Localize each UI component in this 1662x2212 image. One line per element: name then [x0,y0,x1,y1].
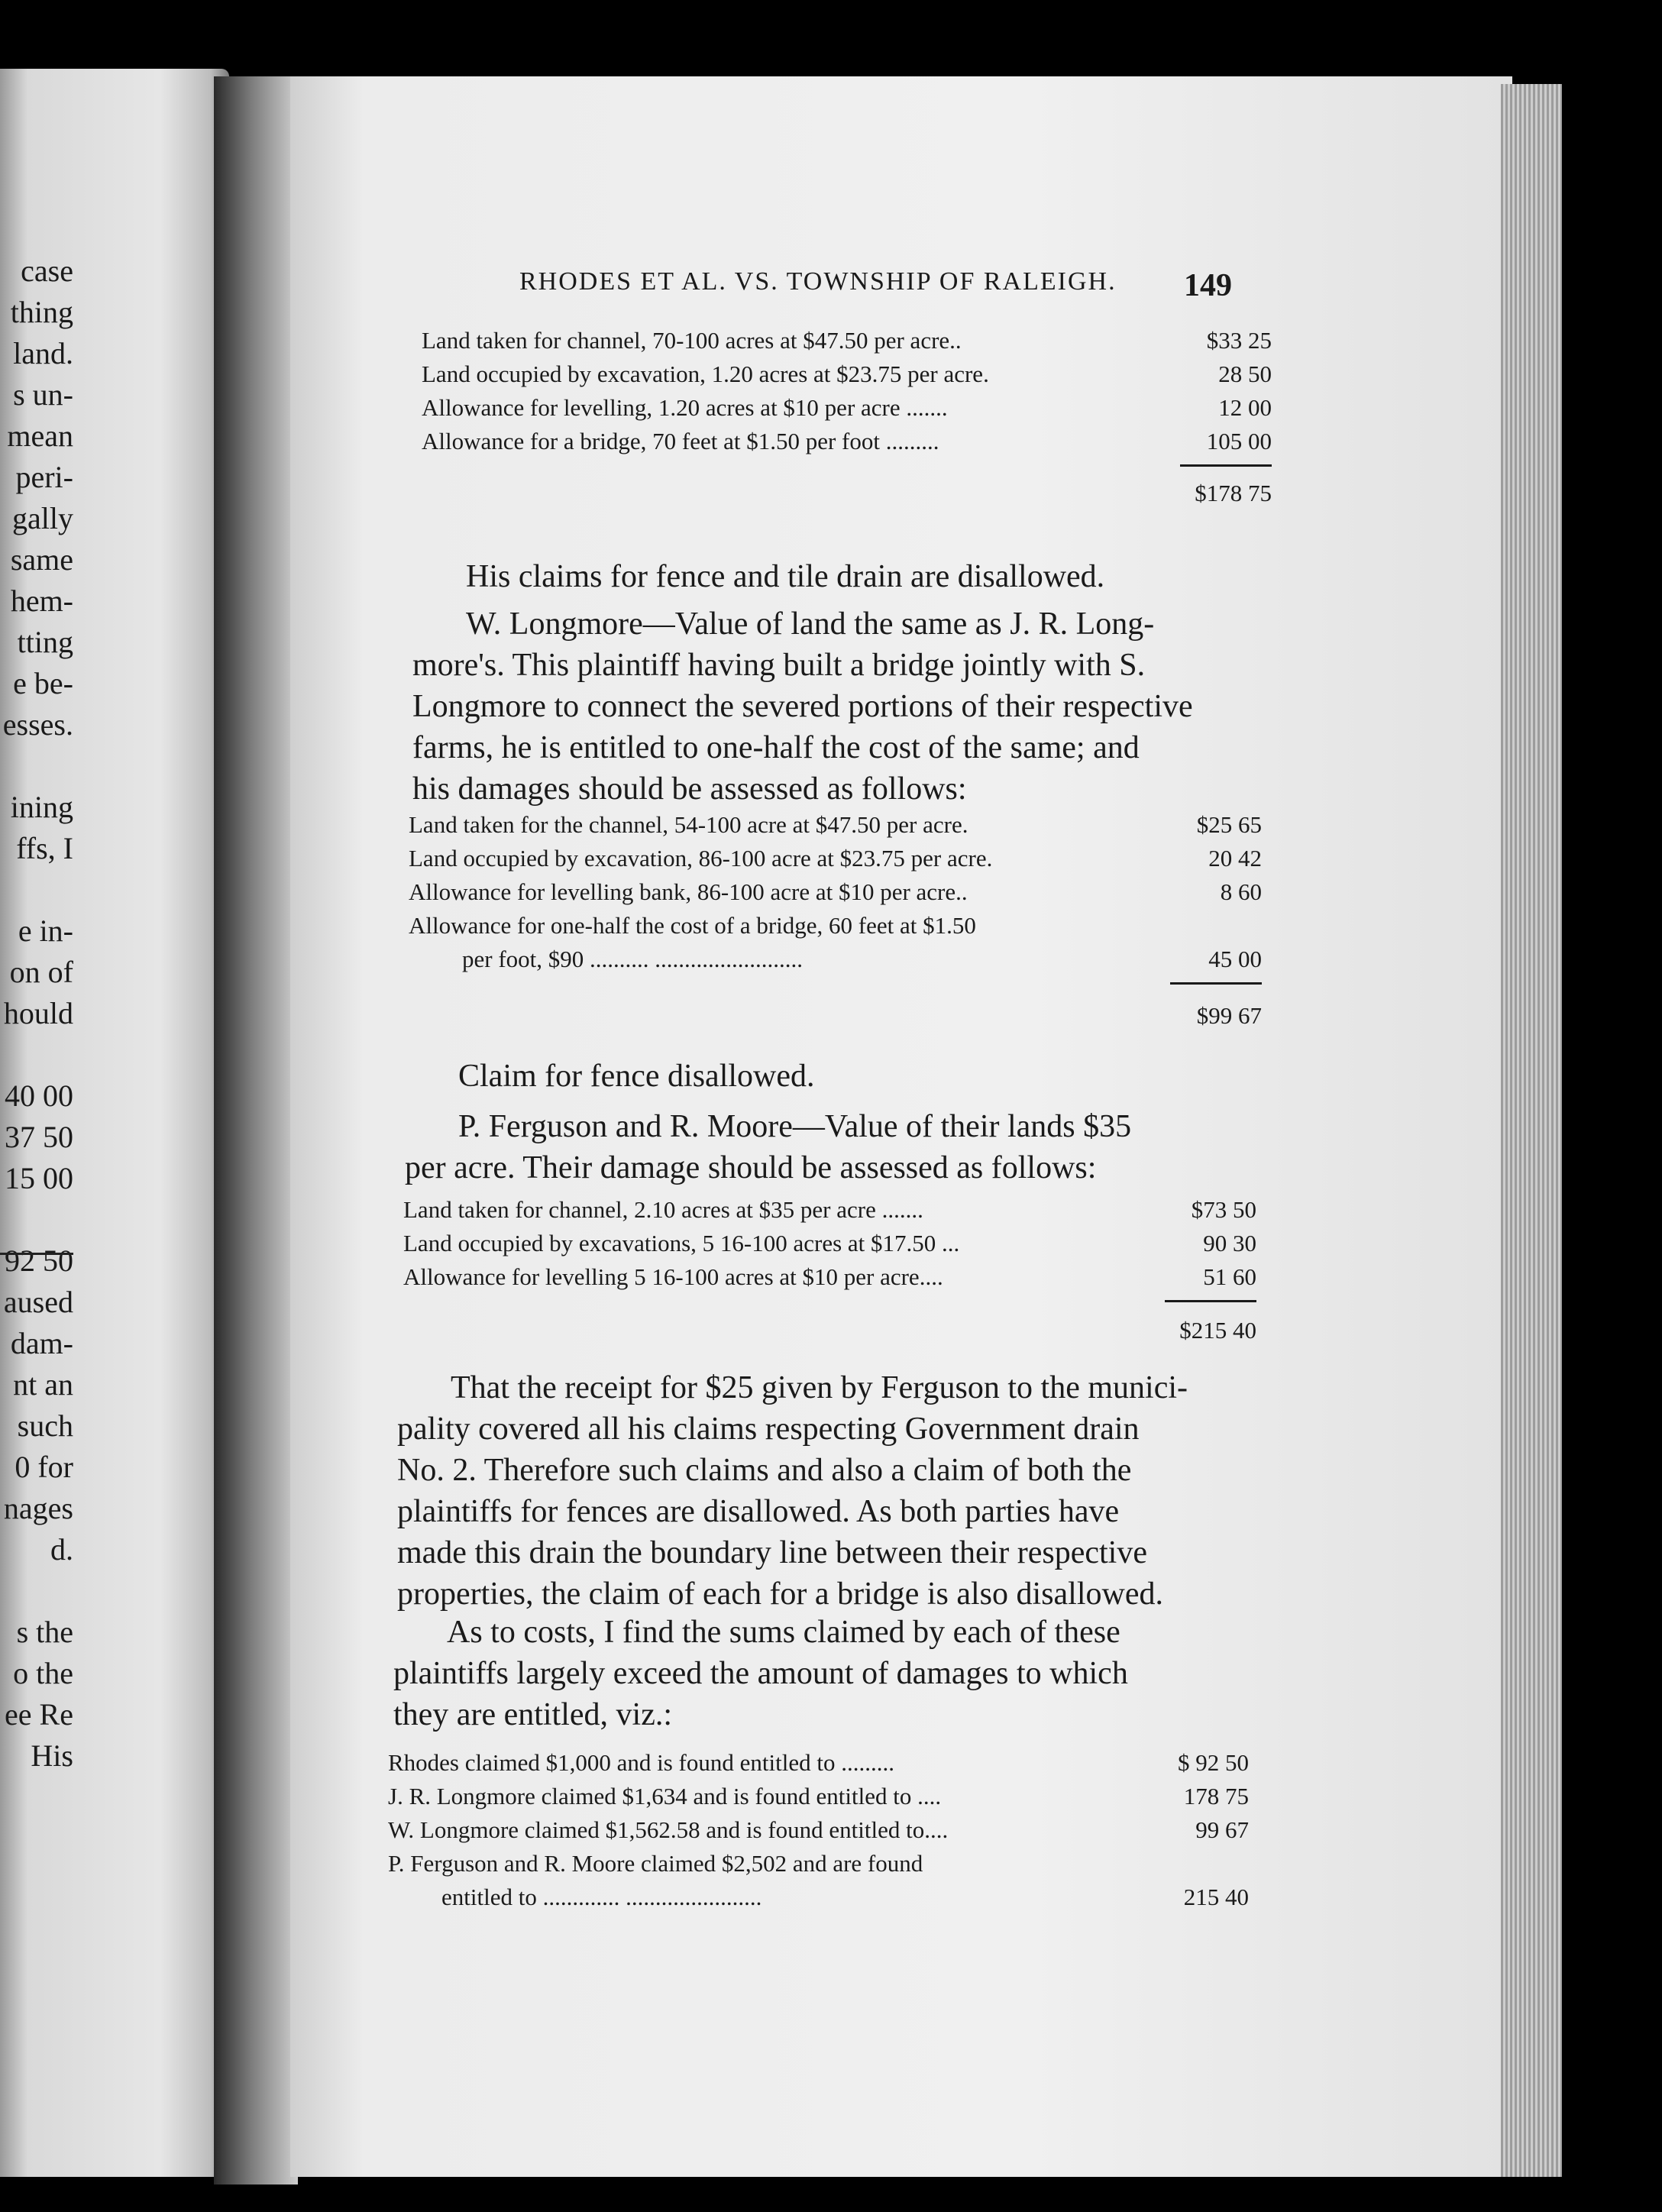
para2-line: Longmore to connect the severed portions of their respective [412,689,1193,724]
left-page-line: aused [3,1285,73,1319]
left-page-line: same [10,542,73,577]
left-page-line: nages [3,1491,73,1525]
item-label: P. Ferguson and R. Moore claimed $2,502 and are found [388,1850,923,1877]
para6-line: As to costs, I find the sums claimed by each of these [447,1615,1120,1650]
left-page-line: e in- [18,914,73,948]
left-page-line: e be- [13,666,73,700]
para6-line: they are entitled, viz.: [393,1697,673,1732]
left-page-line: peri- [15,460,73,494]
para5-line: That the receipt for $25 given by Ferguson to the munici- [451,1370,1188,1405]
para5-line: No. 2. Therefore such claims and also a claim of both the [397,1453,1132,1488]
item-label: Land taken for the channel, 54-100 acre at $47.50 per acre. [409,811,968,838]
left-page-line: dam- [10,1326,73,1360]
left-page-line: His [31,1738,73,1773]
item-label: Allowance for levelling 5 16-100 acres at $10 per acre.... [403,1263,943,1290]
item-label: Allowance for levelling bank, 86-100 acre at $10 per acre.. [409,878,968,905]
left-page-line: hem- [10,584,73,618]
para6-line: plaintiffs largely exceed the amount of damages to which [393,1656,1128,1691]
left-page-line: 92 50 [5,1243,73,1278]
item-label: W. Longmore claimed $1,562.58 and is found entitled to.... [388,1816,949,1843]
schedule2-total-rule [1170,982,1262,985]
page-edges [1501,84,1562,2177]
left-page-line: gally [12,501,73,535]
left-page-line: 40 00 [5,1079,73,1113]
item-label: Allowance for a bridge, 70 feet at $1.50 per foot ......... [422,428,939,454]
item-amount: 90 30 [1203,1230,1256,1256]
para5-line: pality covered all his claims respecting Government drain [397,1412,1140,1447]
para2-line: his damages should be assessed as follows: [412,771,967,807]
item-amount: 8 60 [1220,878,1262,905]
left-page-line: such [17,1408,73,1443]
previous-page-fragment [0,69,229,2177]
para4-line: per acre. Their damage should be assessed as follows: [405,1150,1097,1185]
item-label: Rhodes claimed $1,000 and is found entitled to ......... [388,1749,894,1776]
left-page-line: 0 for [15,1450,73,1484]
item-label: entitled to ............. ....................... [441,1884,762,1910]
left-page-rule [0,1253,73,1255]
page-number: 149 [1184,268,1232,303]
left-page-line: o the [13,1656,73,1690]
left-page-line: s the [16,1615,73,1649]
item-amount: 28 50 [1218,361,1272,387]
left-page-line: land. [13,336,73,370]
item-label: per foot, $90 .......... ......................... [462,946,804,972]
item-amount: 51 60 [1203,1263,1256,1290]
left-page-line: ining [10,790,73,824]
left-page-line: hould [3,996,73,1030]
item-amount: 99 67 [1195,1816,1249,1843]
item-label: Land occupied by excavation, 1.20 acres at $23.75 per acre. [422,361,989,387]
running-head: RHODES ET AL. VS. TOWNSHIP OF RALEIGH. [519,267,1117,296]
left-page-line: ffs, I [16,831,73,865]
item-amount: $ 92 50 [1178,1749,1249,1776]
item-amount: $73 50 [1191,1196,1256,1223]
para4-line: P. Ferguson and R. Moore—Value of their lands $35 [458,1109,1132,1144]
para2-line: more's. This plaintiff having built a bridge jointly with S. [412,648,1146,683]
left-page-line: on of [9,955,73,989]
left-page-line: 15 00 [5,1161,73,1195]
left-page-line: d. [50,1532,73,1567]
book-gutter [214,76,298,2185]
para5-line: plaintiffs for fences are disallowed. As both parties have [397,1494,1120,1529]
item-amount: 12 00 [1218,394,1272,421]
left-page-line: esses. [2,707,73,742]
para3-line: Claim for fence disallowed. [458,1059,815,1094]
schedule2-total: $99 67 [1196,1002,1262,1029]
left-page-line: nt an [13,1367,73,1402]
para5-line: made this drain the boundary line between their respective [397,1535,1147,1570]
item-amount: 45 00 [1208,946,1262,972]
para5-line: properties, the claim of each for a bridge is also disallowed. [397,1577,1163,1612]
schedule3-total-rule [1165,1300,1256,1302]
item-label: Land taken for channel, 2.10 acres at $35 per acre ....... [403,1196,923,1223]
item-amount: 20 42 [1208,845,1262,872]
schedule1-total: $178 75 [1195,480,1272,506]
item-amount: $33 25 [1206,327,1272,354]
item-amount: 215 40 [1183,1884,1249,1910]
item-label: Land occupied by excavation, 86-100 acre at $23.75 per acre. [409,845,993,872]
item-label: Allowance for levelling, 1.20 acres at $10 per acre ....... [422,394,948,421]
item-amount: 105 00 [1206,428,1272,454]
item-label: Allowance for one-half the cost of a bridge, 60 feet at $1.50 [409,912,976,939]
left-page-line: mean [7,419,73,453]
left-page-line: s un- [13,377,73,412]
left-page-line: thing [10,295,73,329]
item-label: J. R. Longmore claimed $1,634 and is found entitled to .... [388,1783,942,1809]
left-page-line: ee Re [5,1697,73,1732]
item-amount: $25 65 [1196,811,1262,838]
item-amount: 178 75 [1183,1783,1249,1809]
item-label: Land occupied by excavations, 5 16-100 acres at $17.50 ... [403,1230,960,1256]
schedule1-total-rule [1180,464,1272,467]
para1-line: His claims for fence and tile drain are disallowed. [466,559,1105,594]
left-page-line: case [21,254,73,288]
para2-line: farms, he is entitled to one-half the cost of the same; and [412,730,1140,765]
left-page-line: tting [17,625,73,659]
item-label: Land taken for channel, 70-100 acres at $47.50 per acre.. [422,327,962,354]
para2-line: W. Longmore—Value of land the same as J. R. Long- [466,606,1155,642]
schedule3-total: $215 40 [1179,1317,1256,1344]
left-page-line: 37 50 [5,1120,73,1154]
